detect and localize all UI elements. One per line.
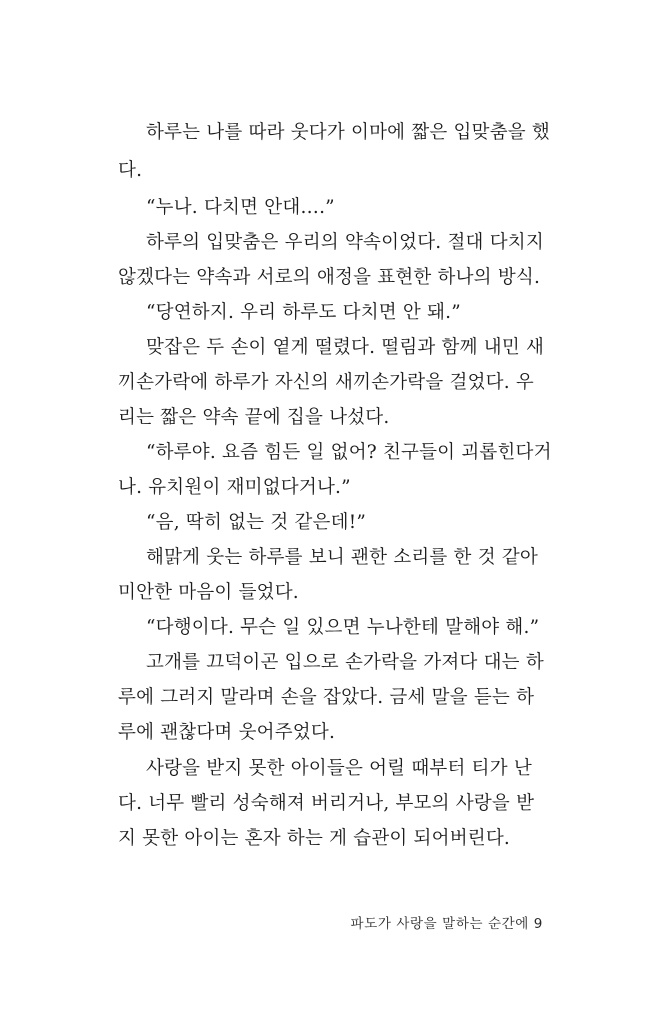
body-line: “누나. 다치면 안대….”: [146, 197, 335, 218]
body-line: 하루는 나를 따라 웃다가 이마에 짧은 입맞춤을 했: [146, 122, 550, 143]
body-line: 리는 짧은 약속 끝에 집을 나섰다.: [118, 407, 390, 428]
body-line: 루에 그러지 말라며 손을 잡았다. 금세 말을 듣는 하: [118, 687, 535, 708]
body-line: 끼손가락에 하루가 자신의 새끼손가락을 걸었다. 우: [118, 372, 534, 393]
body-line: 루에 괜찮다며 웃어주었다.: [118, 722, 336, 743]
body-line: 다.: [118, 160, 143, 181]
body-line: 맞잡은 두 손이 옅게 떨렸다. 떨림과 함께 내민 새: [146, 337, 545, 358]
body-line: 미안한 마음이 들었다.: [118, 582, 299, 603]
body-line: “당연하지. 우리 하루도 다치면 안 돼.”: [146, 302, 461, 323]
body-line: “다행이다. 무슨 일 있으면 누나한테 말해야 해.”: [146, 617, 540, 638]
body-line: “하루야. 요즘 힘든 일 없어? 친구들이 괴롭힌다거: [146, 442, 552, 463]
body-line: 고개를 끄덕이곤 입으로 손가락을 가져다 대는 하: [146, 652, 544, 673]
body-line: 나. 유치원이 재미없다거나.”: [118, 477, 351, 498]
body-line: “음, 딱히 없는 것 같은데!”: [146, 512, 366, 533]
body-line: 해맑게 웃는 하루를 보니 괜한 소리를 한 것 같아: [146, 547, 538, 568]
body-line: 않겠다는 약속과 서로의 애정을 표현한 하나의 방식.: [118, 267, 541, 288]
body-line: 지 못한 아이는 혼자 하는 게 습관이 되어버린다.: [118, 828, 510, 849]
body-line: 다. 너무 빨리 성숙해져 버리거나, 부모의 사랑을 받: [118, 793, 535, 814]
running-footer: 파도가 사랑을 말하는 순간에 9: [350, 916, 543, 932]
body-line: 하루의 입맞춤은 우리의 약속이었다. 절대 다치지: [146, 232, 544, 253]
body-line: 사랑을 받지 못한 아이들은 어릴 때부터 티가 난: [146, 758, 532, 779]
